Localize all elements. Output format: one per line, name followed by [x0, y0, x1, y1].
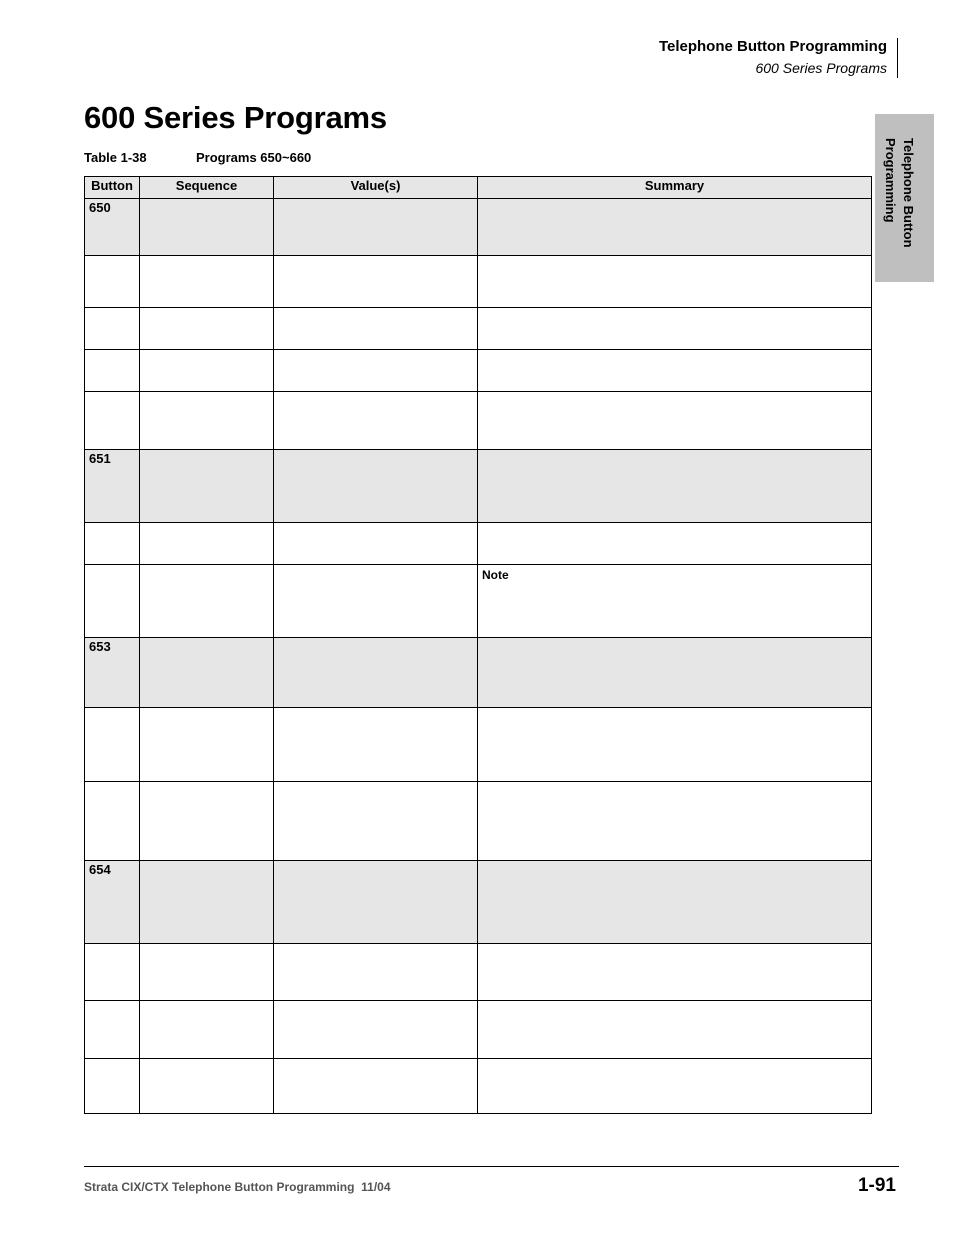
table-row	[85, 782, 872, 861]
cell-sequence	[140, 1059, 274, 1114]
cell-summary	[478, 565, 872, 638]
cell-sequence	[140, 199, 274, 256]
section-side-tab	[875, 114, 934, 282]
cell-sequence	[140, 782, 274, 861]
table-row	[85, 944, 872, 1001]
cell-sequence	[140, 450, 274, 523]
cell-sequence	[140, 861, 274, 944]
table-header-row	[85, 177, 872, 199]
cell-values	[274, 638, 478, 708]
cell-values	[274, 1059, 478, 1114]
column-header-values: Value(s)	[274, 177, 478, 199]
header-divider	[897, 38, 898, 78]
cell-sequence	[140, 1001, 274, 1059]
programs-table	[84, 176, 872, 1114]
side-tab-line-1: Telephone Button	[901, 138, 916, 248]
cell-summary	[478, 1001, 872, 1059]
cell-values	[274, 708, 478, 782]
cell-sequence	[140, 350, 274, 392]
side-tab-line-2: Programming	[883, 138, 898, 223]
cell-sequence	[140, 392, 274, 450]
table-row	[85, 861, 872, 944]
cell-summary	[478, 638, 872, 708]
cell-summary	[478, 861, 872, 944]
cell-summary	[478, 350, 872, 392]
cell-summary	[478, 1059, 872, 1114]
cell-button	[85, 782, 140, 861]
cell-sequence	[140, 256, 274, 308]
table-row	[85, 350, 872, 392]
cell-sequence	[140, 708, 274, 782]
cell-values	[274, 523, 478, 565]
cell-values	[274, 308, 478, 350]
cell-button	[85, 861, 140, 944]
side-tab-label	[881, 138, 917, 248]
column-header-sequence: Sequence	[140, 177, 274, 199]
cell-button	[85, 308, 140, 350]
table-row	[85, 523, 872, 565]
table-row	[85, 256, 872, 308]
running-header-section: Telephone Button Programming	[658, 38, 887, 55]
cell-button-text: 653	[89, 639, 111, 654]
cell-sequence	[140, 523, 274, 565]
cell-button-text: 654	[89, 862, 111, 877]
cell-values	[274, 350, 478, 392]
cell-button	[85, 638, 140, 708]
page-title: 600 Series Programs	[84, 100, 387, 135]
cell-summary	[478, 450, 872, 523]
table-caption: Programs 650~660	[196, 150, 312, 165]
table-row	[85, 450, 872, 523]
cell-button	[85, 256, 140, 308]
cell-values	[274, 1001, 478, 1059]
cell-summary	[478, 199, 872, 256]
cell-values	[274, 861, 478, 944]
cell-summary	[478, 782, 872, 861]
cell-sequence	[140, 308, 274, 350]
cell-button	[85, 450, 140, 523]
footer-document-title: Strata CIX/CTX Telephone Button Programming 11/04	[84, 1180, 391, 1194]
cell-button	[85, 199, 140, 256]
page-number: 1-91	[857, 1175, 896, 1196]
cell-button	[85, 944, 140, 1001]
cell-sequence	[140, 565, 274, 638]
cell-values	[274, 782, 478, 861]
table-row	[85, 638, 872, 708]
running-header-subsection: 600 Series Programs	[755, 60, 887, 76]
table-row	[85, 1059, 872, 1114]
cell-summary	[478, 308, 872, 350]
cell-button	[85, 392, 140, 450]
cell-button	[85, 1059, 140, 1114]
table-body	[85, 199, 872, 1114]
cell-summary	[478, 523, 872, 565]
cell-values	[274, 256, 478, 308]
cell-button-text: 650	[89, 200, 111, 215]
column-header-summary: Summary	[478, 177, 872, 199]
cell-values	[274, 392, 478, 450]
cell-button	[85, 565, 140, 638]
cell-summary	[478, 392, 872, 450]
cell-values	[274, 450, 478, 523]
cell-button	[85, 708, 140, 782]
cell-button-text: 651	[89, 451, 111, 466]
cell-values	[274, 199, 478, 256]
footer-divider	[84, 1166, 899, 1167]
table-row	[85, 199, 872, 256]
cell-button	[85, 1001, 140, 1059]
cell-summary	[478, 944, 872, 1001]
table-row	[85, 708, 872, 782]
column-header-button: Button	[85, 177, 140, 199]
cell-values	[274, 565, 478, 638]
cell-summary	[478, 256, 872, 308]
cell-summary	[478, 708, 872, 782]
table-row	[85, 308, 872, 350]
cell-sequence	[140, 944, 274, 1001]
cell-sequence	[140, 638, 274, 708]
cell-button	[85, 523, 140, 565]
cell-button	[85, 350, 140, 392]
cell-values	[274, 944, 478, 1001]
table-row	[85, 1001, 872, 1059]
note-label: Note	[482, 568, 509, 582]
table-row	[85, 565, 872, 638]
table-number: Table 1-38	[84, 150, 147, 165]
table-row	[85, 392, 872, 450]
